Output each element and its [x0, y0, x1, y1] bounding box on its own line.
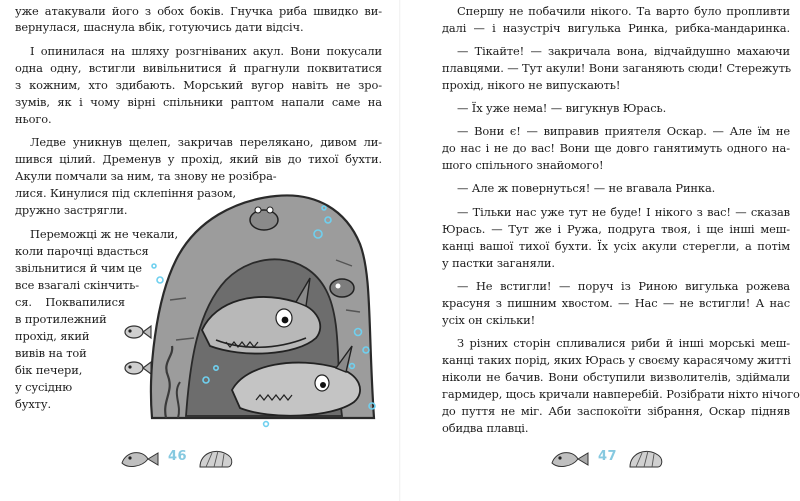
book-gutter [399, 0, 401, 501]
left-line: у сусідню [15, 380, 73, 394]
right-line: З різних сторін спливалися риби й інші морські меш- [457, 336, 790, 350]
right-line: — Тільки нас уже тут не буде! І нікого з вас! — сказав [457, 205, 790, 219]
left-line: Переможці ж не чекали, [30, 227, 178, 241]
right-line: — Тікайте! — закричала вона, відчайдушно махаючи [457, 44, 790, 58]
left-line: зумів, як і чому вірні спільники раптом напали саме на [15, 95, 382, 109]
page-number: 46 [168, 449, 188, 464]
left-line: з кожним, хто здибають. Морський вугор навіть не зро- [15, 78, 382, 92]
left-line: все взагалі скінчить- [15, 278, 139, 292]
right-line: гармидер, щось кричали навперебій. Розібрати ніхто нічого [442, 387, 800, 401]
left-line: бухту. [15, 397, 52, 411]
left-line: одна одну, встигли вивільнитися й прагнули поквитатися [15, 61, 382, 75]
shell-icon [624, 445, 668, 471]
left-line: вивів на той [15, 346, 87, 360]
left-page [0, 0, 398, 501]
right-line: — Вони є! — виправив приятеля Оскар. — Але їм не [457, 124, 790, 138]
page-number-left-group [118, 445, 238, 471]
right-line: плавцями. — Тут акули! Вони заганяють сюди! Стережуть [442, 61, 791, 75]
left-line: Акули помчали за ним, та знову не розібра- [15, 169, 277, 183]
left-line: Ледве уникнув щелеп, закричав перелякано, дивом ли- [30, 135, 382, 149]
left-line: уже атакували його з обох боків. Гнучка риба швидко ви- [15, 4, 382, 18]
left-line: ся. Поквапилися [15, 295, 125, 309]
right-line: до нас і не до вас! Вони ще довго ганятимуть одного на- [442, 141, 790, 155]
left-line: в протилежний [15, 312, 107, 326]
right-line: у пастки заганяли. [442, 256, 555, 270]
right-line: красуня з пишним хвостом. — Нас — не встигли! А нас [442, 296, 790, 310]
right-line: обидва плавці. [442, 421, 529, 435]
left-line: лися. Кинулися під склепіння разом, [15, 186, 237, 200]
right-page [402, 0, 800, 501]
left-line: прохід, який [15, 329, 90, 343]
left-line: шився цілий. Дременув у прохід, який вів до тихої бухти. [15, 152, 382, 166]
right-line: до пуття не міг. Аби заспокоїти зібрання, Оскар підняв [442, 404, 790, 418]
right-line: Юрась. — Тут же і Ружа, подруга твоя, і ще інші меш- [442, 222, 790, 236]
left-line: І опинилася на шляху розгніваних акул. Вони покусали [30, 44, 382, 58]
left-line: бік печери, [15, 363, 83, 377]
right-line: прохід, нікого не випускають! [442, 78, 621, 92]
left-line: вернулася, шаснула вбік, готуючись дати відсіч. [15, 20, 304, 34]
left-line: дружно застрягли. [15, 203, 128, 217]
right-line: — Але ж повернуться! — не вгавала Ринка. [457, 181, 716, 195]
right-line: шого спільного знайомого! [442, 158, 604, 172]
left-line: коли парочці вдасться [15, 244, 149, 258]
right-line: далі — і назустріч вигулька Ринка, рибка-мандаринка. [442, 21, 790, 35]
shell-fish-decor-icon [548, 445, 592, 471]
right-line: ніколи не бачив. Вони обступили визволителів, здіймали [442, 370, 790, 384]
page-number-right-group [548, 445, 668, 471]
right-line: канці таких порід, яких Юрась у своєму карасячому житті [442, 353, 791, 367]
left-line: нього. [15, 112, 52, 126]
right-line: канці вашої тихої бухти. Їх усіх акули стерегли, а потім [442, 239, 790, 253]
shell-icon [194, 445, 238, 471]
right-line: Спершу не побачили нікого. Та варто було пропливти [457, 4, 790, 18]
shell-fish-decor-icon [118, 445, 162, 471]
left-line: звільнитися й чим це [15, 261, 142, 275]
right-line: усіх он скільки! [442, 313, 536, 327]
right-line: — Їх уже нема! — вигукнув Юрась. [457, 101, 667, 115]
shark-cave-illustration [146, 180, 386, 428]
right-line: — Не встигли! — поруч із Риною вигулька рожева [457, 279, 790, 293]
page-number: 47 [598, 449, 618, 464]
